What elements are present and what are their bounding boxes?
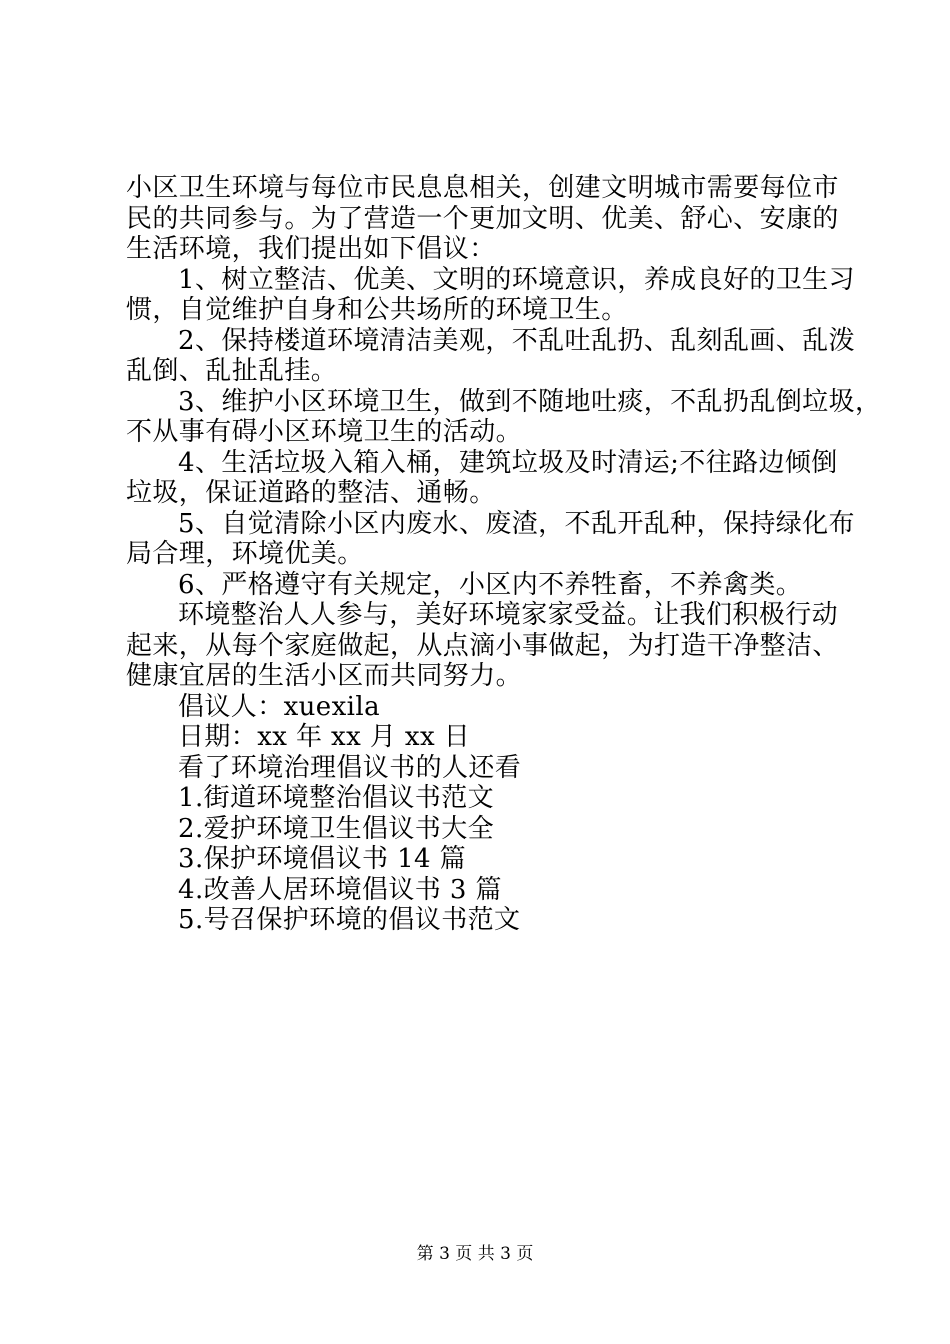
related-heading: 看了环境治理倡议书的人还看 bbox=[178, 752, 522, 783]
proposal-3-line-2: 不从事有碍小区环境卫生的活动。 bbox=[126, 417, 523, 447]
proposal-5-line-2: 局合理，环境优美。 bbox=[126, 539, 364, 569]
proposal-1-line-1: 1、树立整洁、优美、文明的环境意识，养成良好的卫生习 bbox=[178, 264, 855, 295]
paragraph-intro-line-1: 小区卫生环境与每位市民息息相关，创建文明城市需要每位市 bbox=[126, 173, 839, 203]
paragraph-intro-line-2: 民的共同参与。为了营造一个更加文明、优美、舒心、安康的 bbox=[126, 203, 839, 234]
closing-line-1: 环境整治人人参与，美好环境家家受益。让我们积极行动 bbox=[178, 600, 839, 630]
proposal-6-line-1: 6、严格遵守有关规定，小区内不养牲畜，不养禽类。 bbox=[178, 569, 803, 600]
proposal-2-line-2: 乱倒、乱扯乱挂。 bbox=[126, 356, 338, 386]
proposal-4-line-1: 4、生活垃圾入箱入桶，建筑垃圾及时清运;不往路边倾倒 bbox=[178, 447, 838, 478]
closing-line-2: 起来，从每个家庭做起，从点滴小事做起，为打造干净整洁、 bbox=[126, 630, 839, 661]
paragraph-intro-line-3: 生活环境，我们提出如下倡议： bbox=[126, 234, 496, 264]
page-number-footer: 第 3 页 共 3 页 bbox=[416, 1244, 534, 1264]
related-link-3[interactable]: 3.保护环境倡议书 14 篇 bbox=[178, 844, 467, 874]
related-link-4[interactable]: 4.改善人居环境倡议书 3 篇 bbox=[178, 874, 502, 905]
proposal-5-line-1: 5、自觉清除小区内废水、废渣，不乱开乱种，保持绿化布 bbox=[178, 508, 855, 539]
proposal-3-line-1: 3、维护小区环境卫生，做到不随地吐痰，不乱扔乱倒垃圾， bbox=[178, 386, 882, 417]
document-body bbox=[126, 173, 882, 936]
related-link-5[interactable]: 5.号召保护环境的倡议书范文 bbox=[178, 905, 521, 935]
closing-line-3: 健康宜居的生活小区而共同努力。 bbox=[126, 661, 523, 691]
proposal-4-line-2: 垃圾，保证道路的整洁、通畅。 bbox=[126, 478, 496, 508]
proposal-2-line-1: 2、保持楼道环境清洁美观，不乱吐乱扔、乱刻乱画、乱泼 bbox=[178, 325, 855, 356]
date-line: 日期：xx 年 xx 月 xx 日 bbox=[178, 722, 471, 752]
related-link-2[interactable]: 2.爱护环境卫生倡议书大全 bbox=[178, 813, 495, 844]
related-link-1[interactable]: 1.街道环境整治倡议书范文 bbox=[178, 783, 495, 813]
proposal-1-line-2: 惯，自觉维护自身和公共场所的环境卫生。 bbox=[126, 295, 628, 325]
proposer-line: 倡议人：xuexila bbox=[178, 691, 380, 722]
